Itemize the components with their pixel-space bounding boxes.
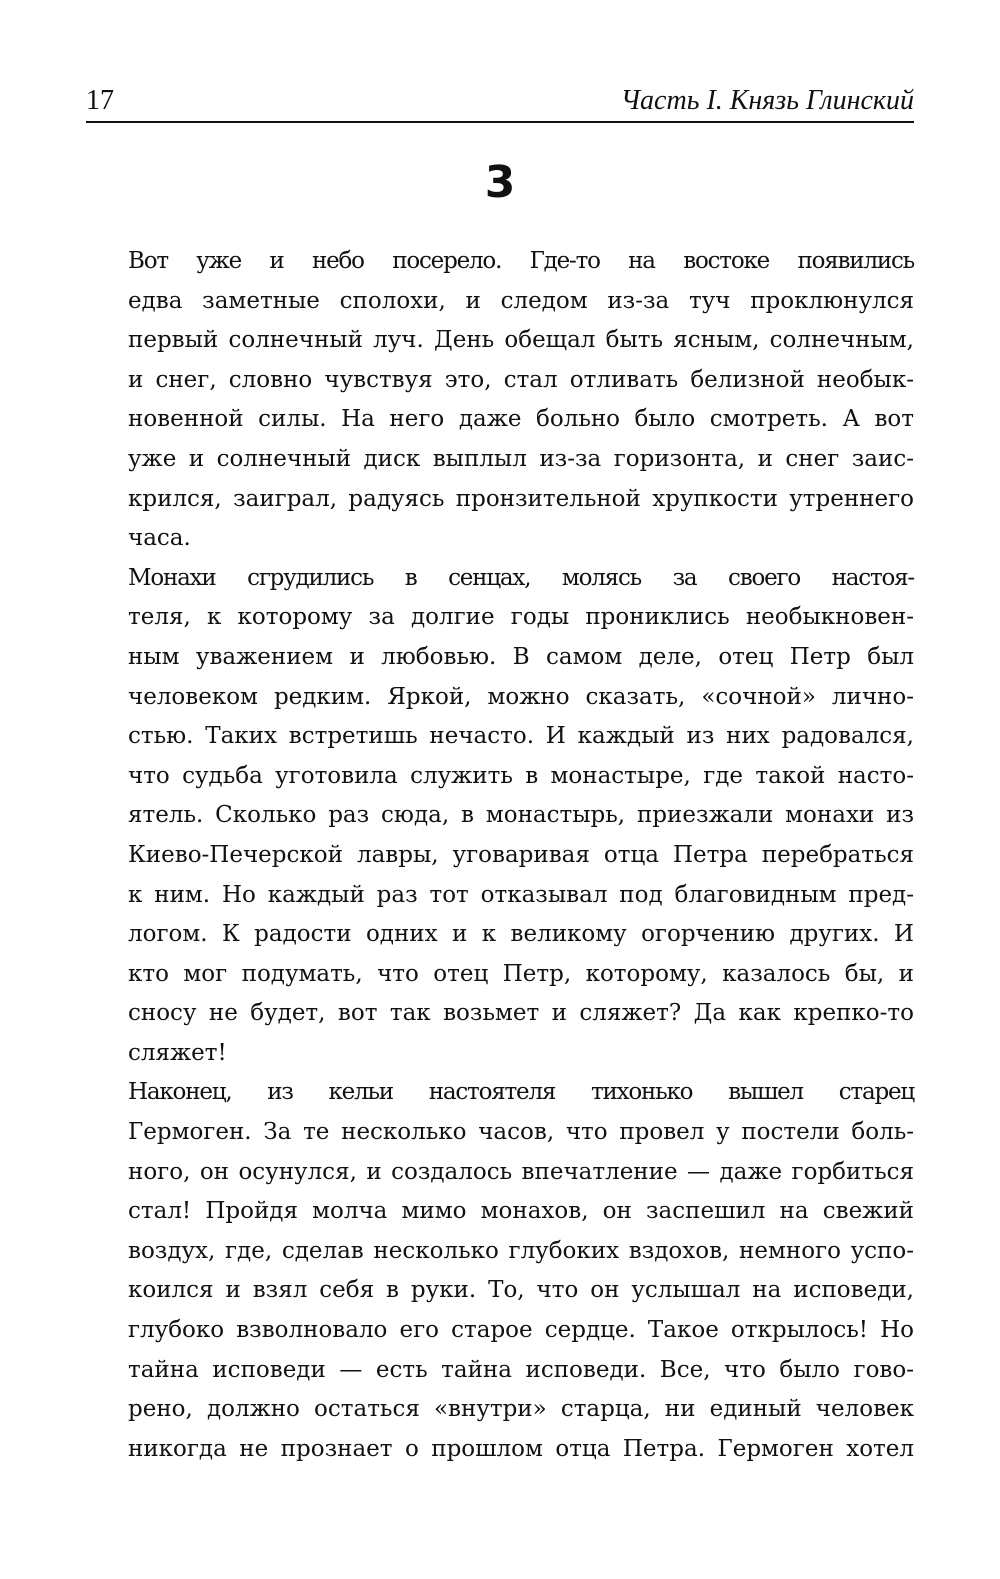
- text-line: сносу не будет, вот так возьмет и сляжет? Да как крепко-то: [128, 1000, 914, 1027]
- paragraph-1: [86, 242, 914, 559]
- text-line: воздух, где, сделав несколько глубоких вздохов, немного успо-: [128, 1237, 914, 1264]
- text-line: стью. Таких встретишь нечасто. И каждый из них радовался,: [128, 723, 914, 750]
- text-line: крился, заиграл, радуясь пронзительной хрупкости утреннего: [128, 485, 914, 512]
- running-title: Часть I. Князь Глинский: [620, 85, 914, 116]
- text-line: ным уважением и любовью. В самом деле, отец Петр был: [128, 643, 914, 670]
- text-line: теля, к которому за долгие годы прониклись необыкновен-: [128, 604, 914, 631]
- text-line: Монахи сгрудились в сенцах, молясь за своего настоя-: [128, 564, 914, 591]
- text-line: тайна исповеди — есть тайна исповеди. Все, что было гово-: [128, 1356, 914, 1383]
- text-line: человеком редким. Яркой, можно сказать, «сочной» лично-: [128, 683, 914, 710]
- text-line: кто мог подумать, что отец Петр, которому, казалось бы, и: [128, 960, 914, 987]
- text-line: логом. К радости одних и к великому огорчению других. И: [128, 921, 914, 948]
- text-line: стал! Пройдя молча мимо монахов, он заспешил на свежий: [128, 1198, 914, 1225]
- book-page: [86, 0, 914, 1579]
- paragraph-2: [86, 559, 914, 1074]
- text-line: Вот уже и небо посерело. Где-то на востоке появились: [128, 248, 914, 274]
- text-line: уже и солнечный диск выплыл из-за горизонта, и снег заис-: [128, 445, 914, 472]
- text-line: коился и взял себя в руки. То, что он услышал на исповеди,: [128, 1277, 914, 1304]
- text-line: глубоко взволновало его старое сердце. Такое открылось! Но: [128, 1317, 914, 1344]
- chapter-number: 3: [484, 157, 516, 208]
- text-line: первый солнечный луч. День обещал быть ясным, солнечным,: [128, 327, 914, 354]
- header-rule: [86, 121, 914, 123]
- text-line: рено, должно остаться «внутри» старца, ни единый человек: [128, 1396, 914, 1423]
- text-line: что судьба уготовила служить в монастыре, где такой насто-: [128, 762, 914, 789]
- text-line: к ним. Но каждый раз тот отказывал под благовидным пред-: [128, 881, 914, 908]
- page-number: 17: [86, 85, 114, 116]
- text-line: сляжет!: [128, 1039, 227, 1066]
- text-line: часа.: [128, 525, 191, 552]
- text-line: никогда не прознает о прошлом отца Петра. Гермоген хотел: [128, 1435, 914, 1462]
- body-text: [86, 242, 914, 1469]
- text-line: ятель. Сколько раз сюда, в монастырь, приезжали монахи из: [128, 802, 914, 829]
- text-line: Наконец, из кельи настоятеля тихонько вышел старец: [128, 1079, 914, 1106]
- text-line: новенной силы. На него даже больно было смотреть. А вот: [128, 406, 914, 433]
- text-line: Киево-Печерской лавры, уговаривая отца Петра перебраться: [128, 841, 914, 868]
- paragraph-3: [86, 1073, 914, 1469]
- running-head: [86, 82, 914, 118]
- text-line: и снег, словно чувствуя это, стал отливать белизной необык-: [128, 366, 914, 393]
- text-line: едва заметные сполохи, и следом из-за туч проклюнулся: [128, 287, 914, 314]
- text-line: ного, он осунулся, и создалось впечатление — даже горбиться: [128, 1158, 914, 1185]
- text-line: Гермоген. За те несколько часов, что провел у постели боль-: [128, 1119, 914, 1146]
